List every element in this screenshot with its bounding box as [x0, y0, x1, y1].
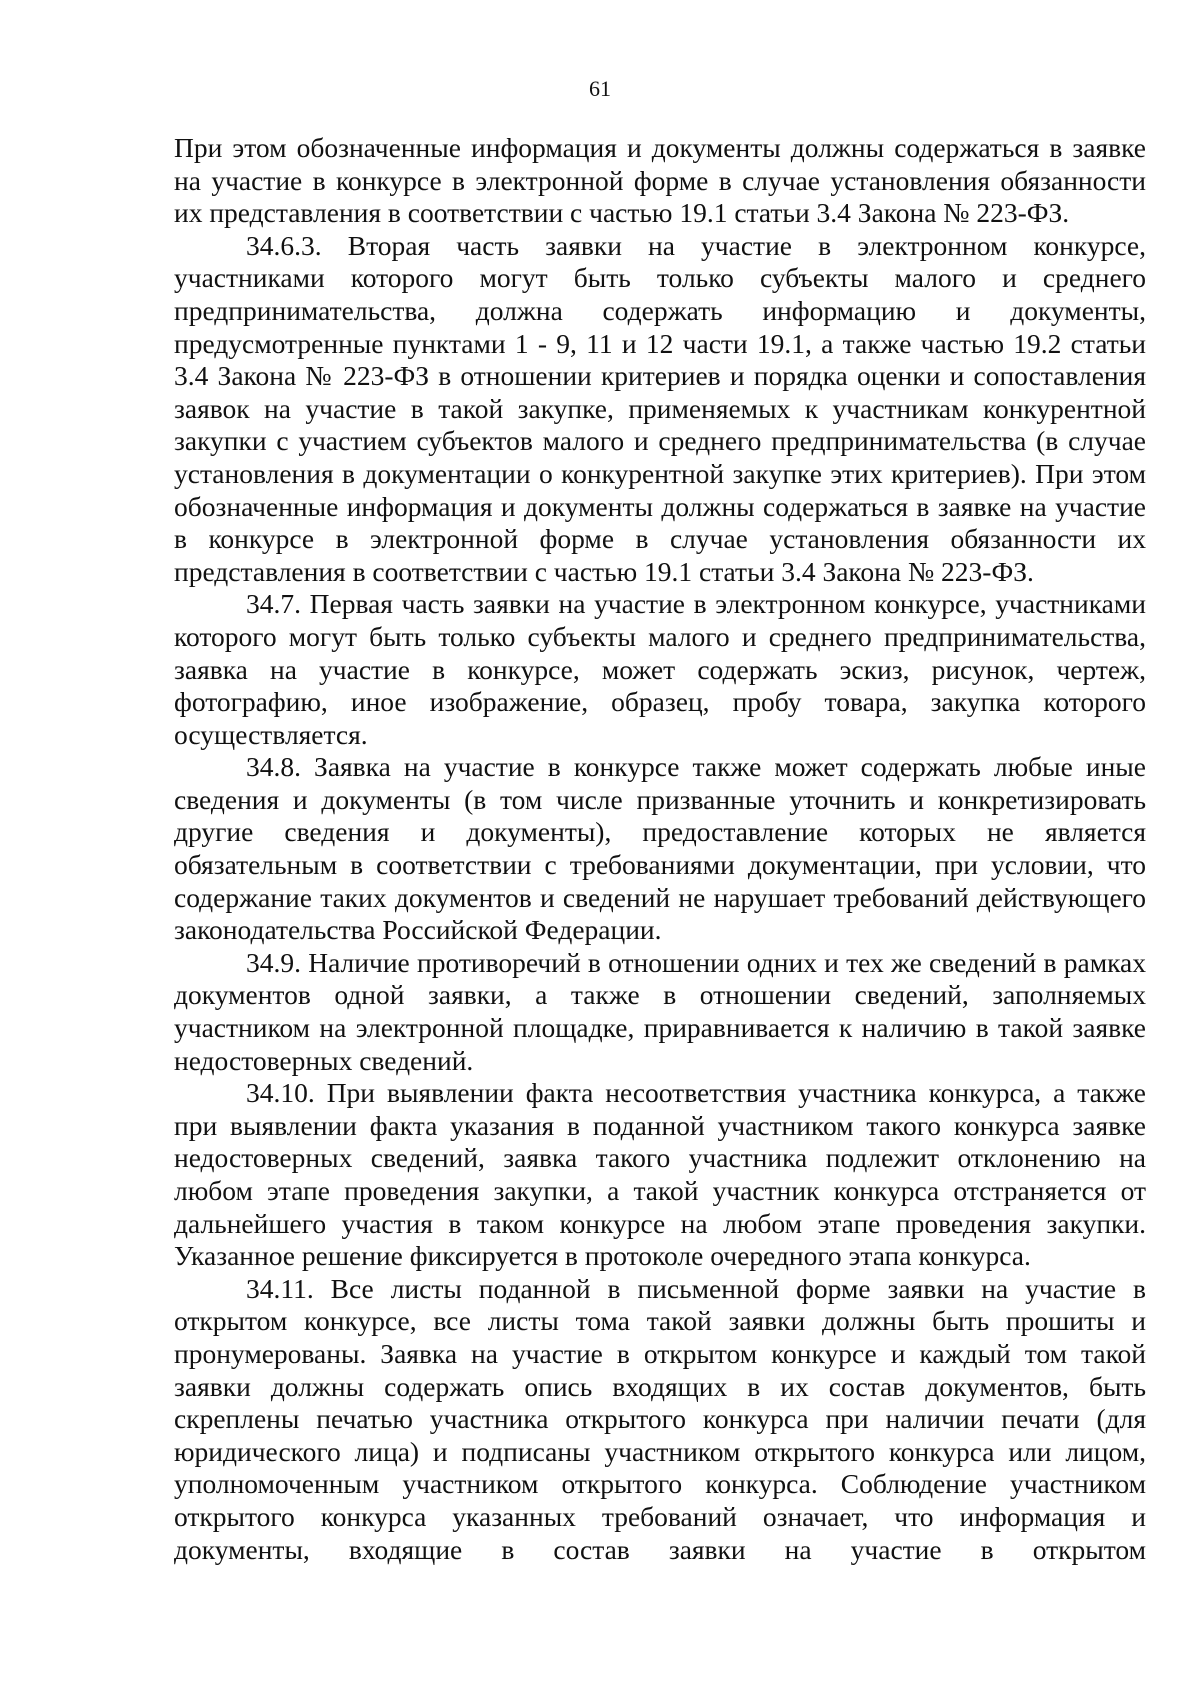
paragraph-34-9: 34.9. Наличие противоречий в отношении одних и тех же сведений в рамках документов одной заявки, а также в отношении сведений, заполняемых участником на электронной площадке, приравнивается к наличию в такой заявке недостоверных сведений. — [174, 946, 1146, 1076]
paragraph-34-6-3: 34.6.3. Вторая часть заявки на участие в электронном конкурсе, участниками которого могут быть только субъекты малого и среднего предпринимательства, должна содержать информацию и документы, предусмотренные пунктами 1 - 9, 11 и 12 части 19.1, а также частью 19.2 статьи 3.4 Закона № 223-ФЗ в отношении критериев и порядка оценки и сопоставления заявок на участие в такой закупке, применяемых к участникам конкурентной закупки с участием субъектов малого и среднего предпринимательства (в случае установления в документации о конкурентной закупке этих критериев). При этом обозначенные информация и документы должны содержаться в заявке на участие в конкурсе в электронной форме в случае установления обязанности их представления в соответствии с частью 19.1 статьи 3.4 Закона № 223-ФЗ. — [174, 229, 1146, 587]
paragraph-34-10: 34.10. При выявлении факта несоответствия участника конкурса, а также при выявлении факта указания в поданной участником такого конкурса заявке недостоверных сведений, заявка такого участника подлежит отклонению на любом этапе проведения закупки, а такой участник конкурса отстраняется от дальнейшего участия в таком конкурсе на любом этапе проведения закупки. Указанное решение фиксируется в протоколе очередного этапа конкурса. — [174, 1077, 1146, 1272]
paragraph-34-8: 34.8. Заявка на участие в конкурсе также может содержать любые иные сведения и документы (в том числе призванные уточнить и конкретизировать другие сведения и документы), предоставление которых не является обязательным в соответствии с требованиями документации, при условии, что содержание таких документов и сведений не нарушает требований действующего законодательства Российской Федерации. — [174, 751, 1146, 946]
paragraph-34-7: 34.7. Первая часть заявки на участие в электронном конкурсе, участниками которого могут быть только субъекты малого и среднего предпринимательства, заявка на участие в конкурсе, может содержать эскиз, рисунок, чертеж, фотографию, иное изображение, образец, пробу товара, закупка которого осуществляется. — [174, 588, 1146, 750]
page-number: 61 — [589, 76, 611, 101]
document-body — [174, 132, 1146, 1566]
paragraph-34-11: 34.11. Все листы поданной в письменной форме заявки на участие в открытом конкурсе, все листы тома такой заявки должны быть прошиты и пронумерованы. Заявка на участие в открытом конкурсе и каждый том такой заявки должны содержать опись входящих в их состав документов, быть скреплены печатью участника открытого конкурса при наличии печати (для юридического лица) и подписаны участником открытого конкурса или лицом, уполномоченным участником открытого конкурса. Соблюдение участником открытого конкурса указанных требований означает, что информация и документы, входящие в состав заявки на участие в открытом — [174, 1272, 1146, 1565]
paragraph-continuation: При этом обозначенные информация и документы должны содержаться в заявке на участие в конкурсе в электронной форме в случае установления обязанности их представления в соответствии с частью 19.1 статьи 3.4 Закона № 223-ФЗ. — [174, 132, 1146, 229]
